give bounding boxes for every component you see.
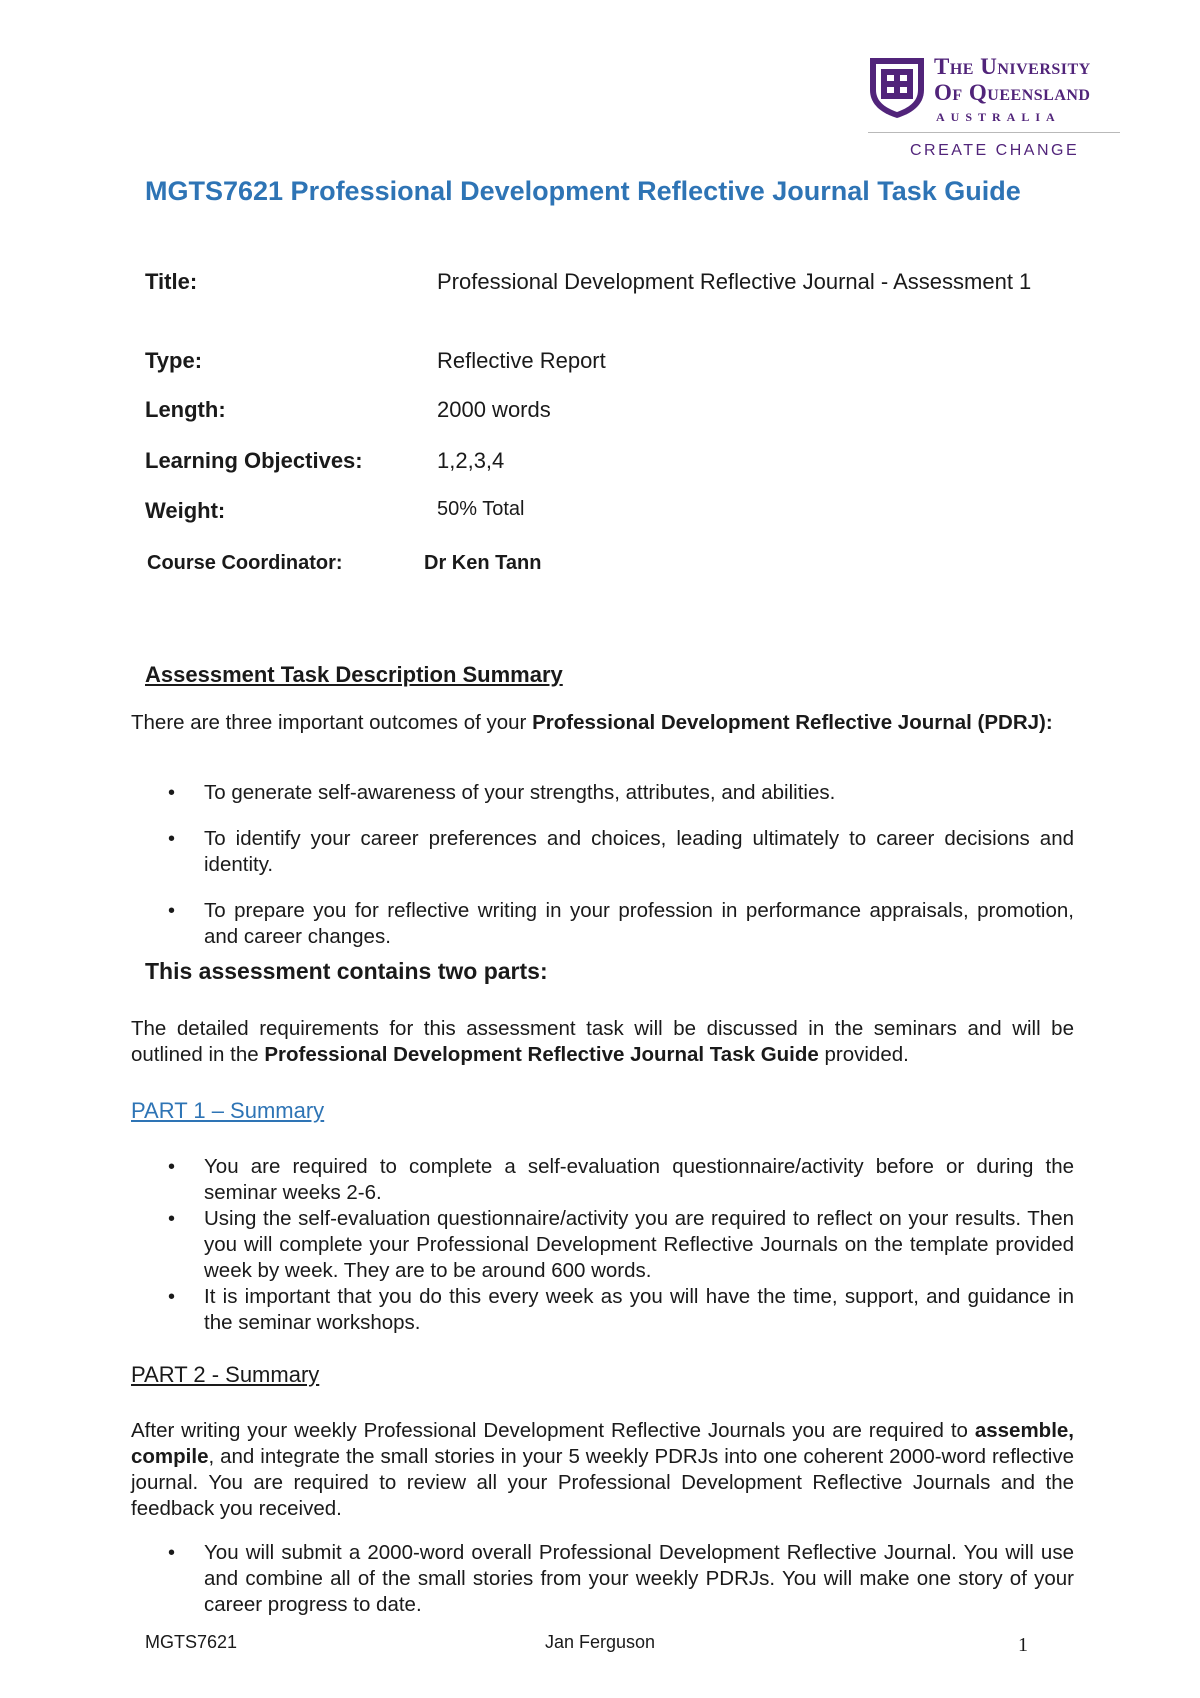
requirements-paragraph (131, 1016, 1074, 1068)
part2-list (131, 1540, 1074, 1618)
footer-page-number: 1 (1018, 1634, 1028, 1656)
parts-heading: This assessment contains two parts: (145, 958, 548, 984)
footer-author: Jan Ferguson (545, 1632, 656, 1652)
university-crest-icon (868, 56, 926, 120)
logo-divider (868, 132, 1120, 133)
detail-coordinator-label: Course Coordinator: (147, 552, 343, 574)
part2-text: After writing your weekly Professional Development Reflective Journals you are required to (131, 1419, 968, 1442)
requirements-text: The detailed requirements for this assessment task will be discussed in the seminars and will be outlined in the (131, 1017, 1074, 1066)
list-item: • It is important that you do this every week as you will have the time, support, and guidance in the seminar workshops. (168, 1285, 1074, 1334)
part2-heading: PART 2 - Summary (131, 1362, 320, 1387)
summary-intro-text: There are three important outcomes of your (131, 711, 527, 734)
detail-type-value: Reflective Report (437, 348, 606, 373)
list-item: • To generate self-awareness of your strengths, attributes, and abilities. (168, 781, 836, 804)
bullet-icon: • (168, 782, 176, 804)
part1-list (131, 1154, 1074, 1336)
summary-intro-bold: Professional Development Reflective Journal (PDRJ): (532, 711, 1053, 734)
detail-objectives-value: 1,2,3,4 (437, 448, 505, 473)
bullet-icon: • (168, 1286, 176, 1308)
bullet-icon: • (168, 1542, 176, 1564)
bullet-icon: • (168, 828, 176, 850)
detail-type-label: Type: (145, 348, 203, 373)
detail-length-value: 2000 words (437, 397, 551, 422)
bullet-icon: • (168, 1208, 176, 1230)
detail-title-text: Professional Development Reflective Journal - Assessment 1 (437, 269, 1032, 294)
list-item: • To prepare you for reflective writing in your profession in performance appraisals, promotion, and career changes. (168, 899, 1074, 948)
list-item: • You are required to complete a self-evaluation questionnaire/activity before or during the seminar weeks 2-6. (168, 1155, 1074, 1204)
outcomes-list (131, 780, 1074, 950)
part2-paragraph (131, 1418, 1074, 1522)
logo-line-2: Of Queensland (934, 80, 1091, 105)
footer-course-code: MGTS7621 (145, 1632, 238, 1652)
summary-intro (131, 710, 1074, 736)
bullet-icon: • (168, 900, 176, 922)
detail-weight-label: Weight: (145, 498, 226, 523)
detail-length-label: Length: (145, 397, 226, 422)
logo-line-3: AUSTRALIA (936, 110, 1061, 124)
detail-title-value (145, 268, 1085, 296)
part2-post: , and integrate the small stories in your 5 weekly PDRJs into one coherent 2000-word reflective journal. You are required to review all your Professional Development Reflective Journals and the feedback you received. (131, 1445, 1074, 1520)
list-item: • To identify your career preferences and choices, leading ultimately to career decisions and identity. (168, 827, 1074, 876)
bullet-icon: • (168, 1156, 176, 1178)
part2-bold: assemble, compile (131, 1419, 1074, 1468)
requirements-post: provided. (824, 1043, 909, 1066)
detail-objectives-label: Learning Objectives: (145, 448, 363, 473)
requirements-bold: Professional Development Reflective Journal Task Guide (264, 1043, 819, 1066)
list-item: • You will submit a 2000-word overall Professional Development Reflective Journal. You will use and combine all of the small stories from your weekly PDRJs. You will make one story of your career progress to date. (168, 1541, 1074, 1616)
detail-weight-value: 50% Total (437, 498, 525, 520)
logo-line-1: The University (934, 54, 1091, 79)
page-title: MGTS7621 Professional Development Reflective Journal Task Guide (145, 176, 1021, 206)
logo-tagline: CREATE CHANGE (910, 142, 1080, 159)
list-item: • Using the self-evaluation questionnaire/activity you are required to reflect on your results. Then you will complete your Professional Development Reflective Journals on the template provided week by week. They are to be around 600 words. (168, 1207, 1074, 1282)
summary-heading: Assessment Task Description Summary (145, 662, 563, 687)
detail-title-label: Title: (145, 269, 198, 294)
part1-heading: PART 1 – Summary (131, 1098, 325, 1123)
detail-coordinator-value: Dr Ken Tann (424, 552, 542, 574)
